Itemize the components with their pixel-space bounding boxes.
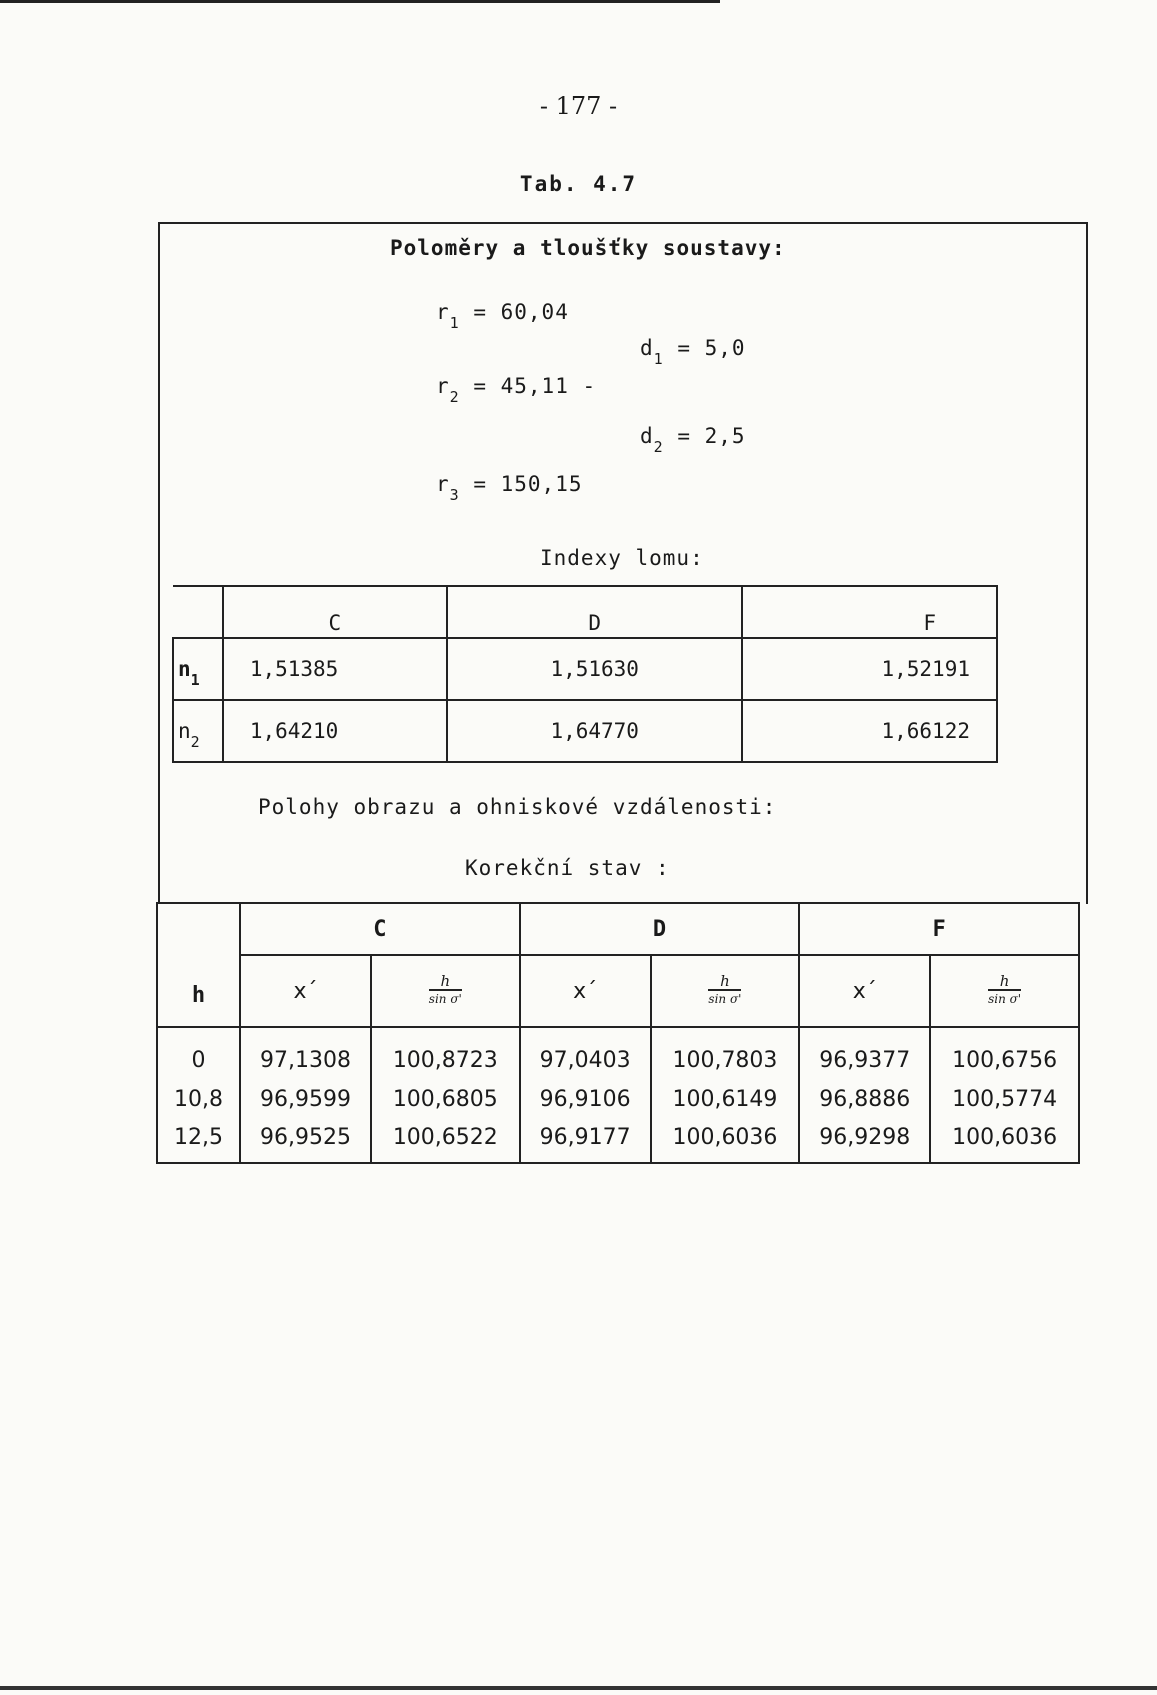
- radius-r1: [436, 300, 569, 332]
- index-cell: 1,52191: [742, 638, 997, 700]
- table-row: [157, 1027, 1079, 1080]
- h-value: 0: [157, 1027, 240, 1080]
- frac-header-c: $\frac{h}{\text{sin σ'}}$: [371, 955, 520, 1027]
- data-cell: 97,1308: [240, 1027, 371, 1080]
- index-table-header-row: [173, 586, 997, 638]
- index-row-label: $n_1$: [173, 638, 223, 700]
- data-cell: 96,9298: [799, 1118, 930, 1163]
- results-group-f: F: [799, 903, 1079, 955]
- data-cell: 97,0403: [520, 1027, 651, 1080]
- results-h-header: h: [157, 903, 240, 1027]
- index-section-title: Indexy lomu:: [540, 546, 704, 570]
- data-cell: 100,7803: [651, 1027, 800, 1080]
- radius-r3: [436, 472, 583, 504]
- index-cell: 1,66122: [742, 700, 997, 762]
- frac-header-f: $\frac{h}{\text{sin σ'}}$: [930, 955, 1079, 1027]
- positions-section-title: Polohy obrazu a ohniskové vzdálenosti:: [258, 795, 777, 819]
- data-cell: 100,6036: [651, 1118, 800, 1163]
- data-cell: 100,6036: [930, 1118, 1079, 1163]
- h-value: 12,5: [157, 1118, 240, 1163]
- table-row: [157, 1118, 1079, 1163]
- data-cell: 96,9599: [240, 1080, 371, 1118]
- radius-r2-value: = 45,11 -: [473, 374, 597, 398]
- index-cell: 1,51630: [447, 638, 743, 700]
- h-value: 10,8: [157, 1080, 240, 1118]
- correction-section-title: Korekční stav :: [465, 856, 670, 880]
- radius-r2-label: r: [436, 374, 450, 398]
- index-cell: 1,64210: [223, 700, 447, 762]
- radius-r3-label: r: [436, 472, 450, 496]
- index-header-c: C: [223, 586, 447, 638]
- thickness-d1-label: d: [640, 336, 654, 360]
- results-group-d: D: [520, 903, 800, 955]
- data-cell: 100,6756: [930, 1027, 1079, 1080]
- data-cell: 100,8723: [371, 1027, 520, 1080]
- data-cell: 96,9106: [520, 1080, 651, 1118]
- scan-bottom-edge: [0, 1686, 1157, 1690]
- thickness-d2-label: d: [640, 424, 654, 448]
- thickness-d2: [640, 424, 746, 456]
- radius-r1-sub: 1: [449, 314, 460, 332]
- data-cell: 100,6805: [371, 1080, 520, 1118]
- x-header-f: x´: [799, 955, 930, 1027]
- data-cell: 96,9377: [799, 1027, 930, 1080]
- data-cell: 100,6522: [371, 1118, 520, 1163]
- results-table: [156, 902, 1080, 1164]
- index-row-n1: [173, 638, 997, 700]
- index-table-corner: [173, 586, 223, 638]
- table-row: [157, 1080, 1079, 1118]
- thickness-d2-sub: 2: [653, 438, 664, 456]
- index-cell: 1,64770: [447, 700, 743, 762]
- scan-top-edge: [0, 0, 720, 3]
- results-group-row: [157, 903, 1079, 955]
- data-cell: 96,8886: [799, 1080, 930, 1118]
- table-caption: Tab. 4.7: [519, 172, 638, 196]
- radius-r2: [436, 374, 597, 406]
- data-cell: 100,5774: [930, 1080, 1079, 1118]
- thickness-d1: [640, 336, 746, 368]
- radius-r1-label: r: [436, 300, 450, 324]
- frac-header-d: $\frac{h}{\text{sin σ'}}$: [651, 955, 800, 1027]
- refractive-index-table: [172, 585, 998, 763]
- x-header-d: x´: [520, 955, 651, 1027]
- data-cell: 96,9177: [520, 1118, 651, 1163]
- index-header-f: F: [742, 586, 997, 638]
- data-cell: 100,6149: [651, 1080, 800, 1118]
- index-cell: 1,51385: [223, 638, 447, 700]
- radius-r3-sub: 3: [449, 486, 460, 504]
- radius-r2-sub: 2: [449, 388, 460, 406]
- page-number: - 177 -: [539, 92, 618, 120]
- radius-r1-value: = 60,04: [473, 300, 569, 324]
- results-subheader-row: [157, 955, 1079, 1027]
- index-row-label: $n_2$: [173, 700, 223, 762]
- index-row-n2: [173, 700, 997, 762]
- thickness-d1-sub: 1: [653, 350, 664, 368]
- thickness-d1-value: = 5,0: [677, 336, 746, 360]
- radius-r3-value: = 150,15: [473, 472, 583, 496]
- radii-section-title: Poloměry a tloušťky soustavy:: [390, 236, 786, 260]
- x-header-c: x´: [240, 955, 371, 1027]
- thickness-d2-value: = 2,5: [677, 424, 746, 448]
- index-header-d: D: [447, 586, 743, 638]
- data-cell: 96,9525: [240, 1118, 371, 1163]
- results-group-c: C: [240, 903, 520, 955]
